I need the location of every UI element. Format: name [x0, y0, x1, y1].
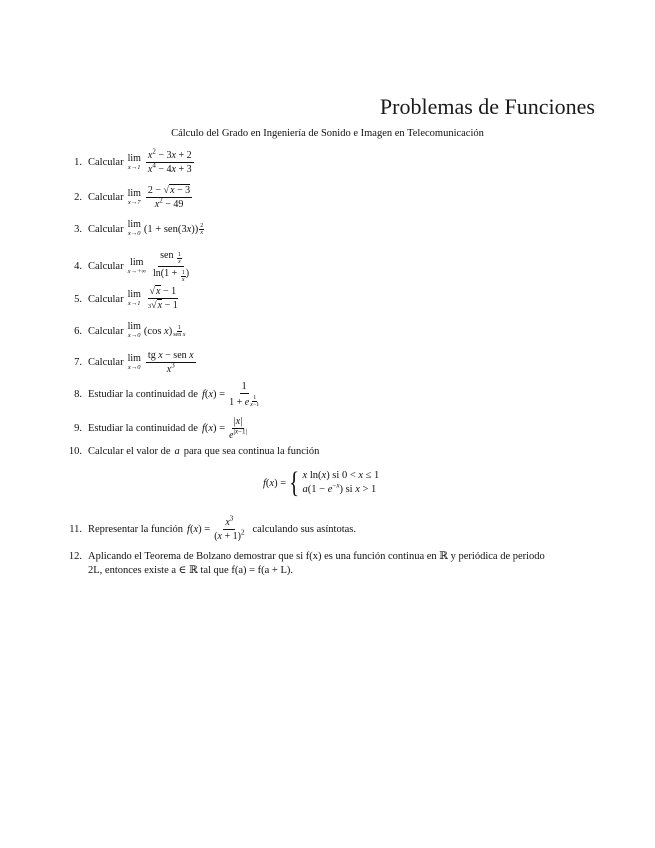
fraction: $\frac{x^2 - 3x + 2}{x^4 - 4x + 3}$ [147, 147, 192, 175]
piecewise-function: f(x) = { x ln(x) si 0 < x ≤ 1 $a(1 - e^{-x})$ si x > 1 [263, 466, 380, 499]
problem-10: 10. Calcular el valor de a para que sea continua la función [68, 446, 320, 457]
limit-operator: lim x→+∞ [127, 256, 146, 275]
limit-operator: lim x→0 [127, 321, 141, 339]
limit-operator: lim x→7 [127, 187, 141, 206]
problem-9: 9. Estudiar la continuidad de f(x) = $\frac{|x|}{e^{|x-1|}}$ [74, 416, 247, 441]
fraction: $\frac{√x - 1}{3√x - 1}$ [147, 286, 178, 311]
fraction: $\frac{x^3}{(x + 1)^2}$ [214, 514, 245, 542]
subtitle: Cálculo del Grado en Ingeniería de Sonido e Imagen en Telecomunicación [171, 128, 484, 139]
fraction: $\frac{\text{tg x − sen x}}{x^3}$ [147, 350, 194, 375]
problem-8: 8. Estudiar la continuidad de f(x) = 1 1 + e $\frac{1}{x-1}$ [74, 381, 260, 408]
problem-5: 5. Calcular lim x→1 $\frac{√x - 1}{3√x - 1}$ [74, 286, 178, 311]
fraction: sen $\frac{1}{x}$ ln(1 + $\frac{1}{x}$ ) [152, 250, 190, 283]
fraction: $\frac{2 - √x - 3}{x^2 - 49}$ [147, 185, 191, 210]
fraction: $\frac{|x|}{e^{|x-1|}}$ [229, 416, 247, 441]
limit-operator: lim x→0 [127, 352, 141, 371]
limit-operator: lim x→1 [127, 289, 141, 307]
page-title: Problemas de Funciones [379, 94, 595, 119]
problem-3: 3. Calcular lim x→0 (1 + sen(3x)) 2 x [74, 219, 204, 237]
problem-1: 1. Calcular lim x→1 $\frac{x^2 - 3x + 2}{x^4 - 4x + 3}$ [74, 147, 192, 175]
limit-operator: lim x→0 [127, 219, 141, 237]
fraction: 1 1 + e $\frac{1}{x-1}$ [229, 381, 260, 408]
problem-2: 2. Calcular lim x→7 $\frac{2 - √x - 3}{x^2 - 49}$ [74, 185, 191, 210]
problem-11: 11. Representar la función f(x) = $\frac{x^3}{(x + 1)^2}$ calculando sus asíntotas. [69, 514, 356, 542]
problem-7: 7. Calcular lim x→0 $\frac{\text{tg x − sen x}}{x^3}$ [74, 350, 194, 375]
problem-12: 12. Aplicando el Teorema de Bolzano demostrar que si f(x) es una función continua en ℝ y periódica de periodo 2L, entonces existe a ∈ ℝ tal que f(a) = f(a + L). [68, 551, 545, 576]
problem-4: 4. Calcular lim x→+∞ sen $\frac{1}{x}$ ln(1 + $\frac{1}{x}$ ) [74, 250, 190, 283]
limit-operator: lim x→1 [127, 152, 141, 171]
problem-6: 6. Calcular lim x→0 (cos x) 1 sen x [74, 321, 186, 339]
